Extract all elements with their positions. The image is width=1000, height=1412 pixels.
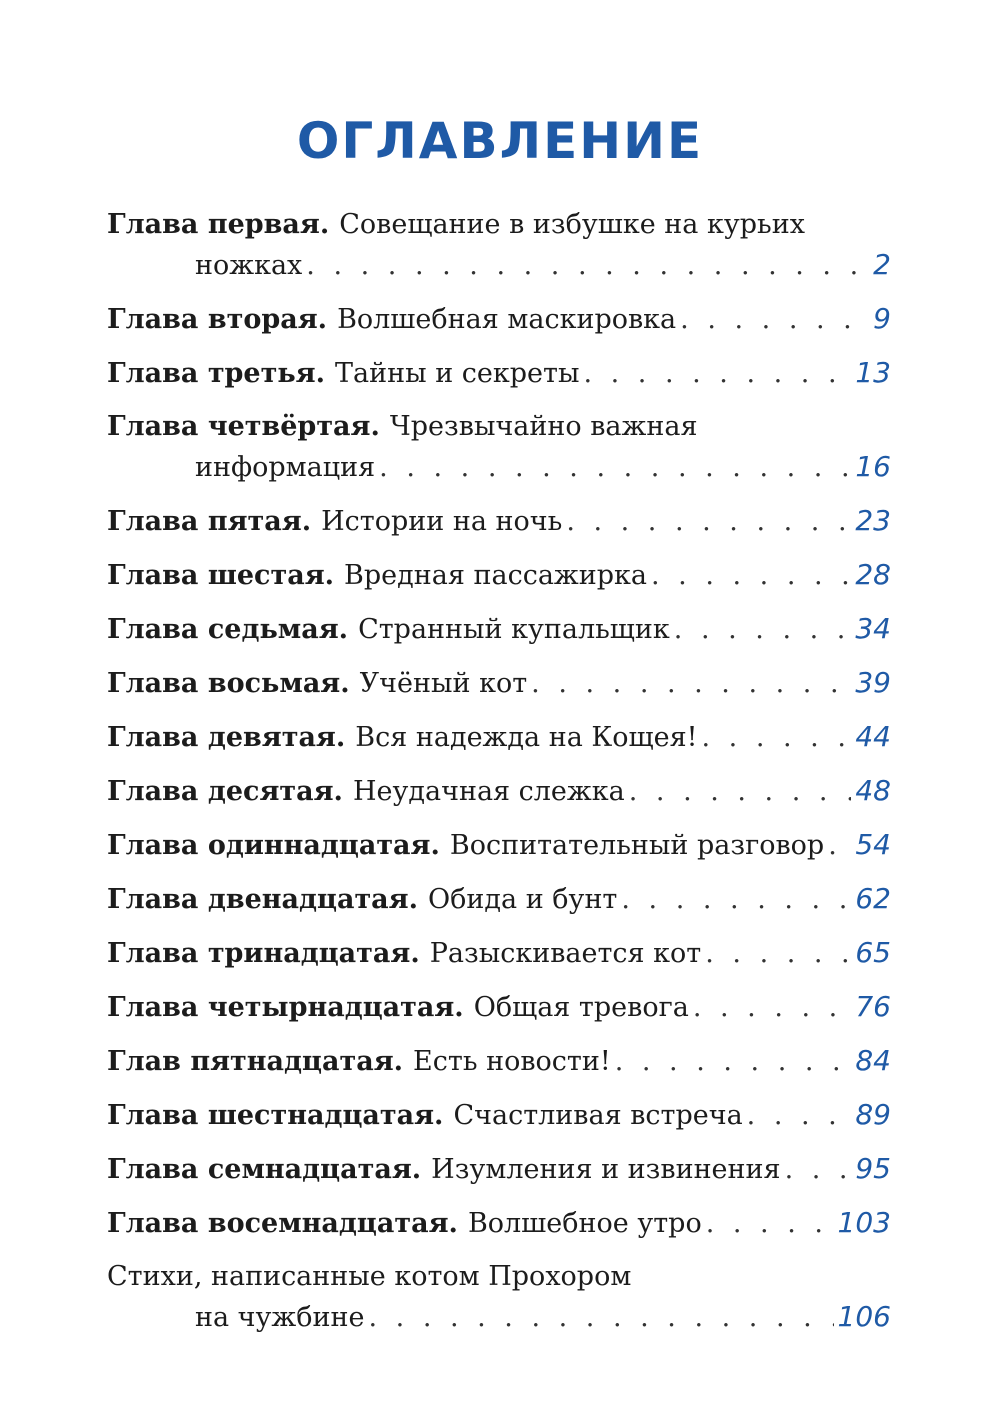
- toc-entry-1[interactable]: [107, 205, 891, 286]
- chapter-label: Глав пятнадцатая.: [107, 1046, 404, 1077]
- chapter-title: Есть новости!: [413, 1046, 611, 1077]
- toc-entry-10[interactable]: [107, 771, 891, 812]
- chapter-label: Глава шестнадцатая.: [107, 1100, 444, 1131]
- chapter-title: Разыскивается кот: [429, 938, 702, 969]
- page-number: 39: [855, 666, 891, 699]
- toc-entry-line: [107, 717, 891, 758]
- toc-entry-14[interactable]: [107, 987, 891, 1028]
- toc-entry-5[interactable]: [107, 501, 891, 542]
- chapter-label: Глава вторая.: [107, 304, 328, 335]
- dot-leader: [651, 556, 851, 596]
- dot-leader: [693, 988, 852, 1028]
- chapter-label: Глава третья.: [107, 358, 326, 389]
- chapter-title: Стихи, написанные котом Прохором: [107, 1261, 632, 1292]
- chapter-title: Воспитательный разговор: [449, 830, 825, 861]
- chapter-title: Изумления и извинения: [431, 1154, 781, 1185]
- toc-entry-line: [107, 933, 891, 974]
- chapter-label: Глава двенадцатая.: [107, 884, 419, 915]
- toc-entry-line: [107, 205, 891, 245]
- dot-leader: [531, 664, 851, 704]
- toc-entry-line: [107, 1257, 891, 1297]
- chapter-title: Учёный кот: [359, 668, 528, 699]
- page-number: 89: [855, 1098, 891, 1131]
- toc-entry-line-continued: [107, 245, 891, 286]
- page-number: 48: [855, 774, 891, 807]
- chapter-label: Глава пятая.: [107, 506, 312, 537]
- dot-leader: [306, 246, 869, 286]
- chapter-label: Глава четвёртая.: [107, 411, 380, 442]
- chapter-label: Глава десятая.: [107, 776, 343, 807]
- table-of-contents: [107, 205, 891, 1338]
- toc-entry-line: [107, 879, 891, 920]
- page-number: 106: [837, 1300, 891, 1333]
- chapter-title-continued: информация: [195, 452, 376, 483]
- toc-entry-line: [107, 663, 891, 704]
- dot-leader: [566, 502, 851, 542]
- toc-entry-line: [107, 353, 891, 394]
- toc-entry-line: [107, 609, 891, 650]
- chapter-title: Обида и бунт: [428, 884, 618, 915]
- page-number: 28: [855, 558, 891, 591]
- dot-leader: [702, 718, 852, 758]
- page-number: 23: [855, 504, 891, 537]
- dot-leader: [615, 1042, 852, 1082]
- page-number: 103: [837, 1206, 891, 1239]
- page-number: 13: [855, 356, 891, 389]
- toc-entry-3[interactable]: [107, 353, 891, 394]
- toc-entry-12[interactable]: [107, 879, 891, 920]
- toc-entry-8[interactable]: [107, 663, 891, 704]
- page-number: 95: [855, 1152, 891, 1185]
- chapter-title: Общая тревога: [473, 992, 689, 1023]
- chapter-label: Глава одиннадцатая.: [107, 830, 440, 861]
- page-number: 44: [855, 720, 891, 753]
- chapter-title: Волшебная маскировка: [337, 304, 677, 335]
- toc-entry-line: [107, 407, 891, 447]
- chapter-title: Тайны и секреты: [335, 358, 580, 389]
- page-number: 76: [855, 990, 891, 1023]
- toc-entry-11[interactable]: [107, 825, 891, 866]
- page-number: 54: [855, 828, 891, 861]
- dot-leader: [379, 448, 851, 488]
- chapter-title: Странный купальщик: [358, 614, 670, 645]
- chapter-label: Глава восьмая.: [107, 668, 350, 699]
- chapter-title: Неудачная слежка: [352, 776, 625, 807]
- toc-entry-line: [107, 555, 891, 596]
- dot-leader: [706, 1204, 834, 1244]
- dot-leader: [629, 772, 852, 812]
- toc-entry-line: [107, 1041, 891, 1082]
- toc-entry-line: [107, 1203, 891, 1244]
- chapter-title: Волшебное утро: [467, 1208, 702, 1239]
- page-number: 34: [855, 612, 891, 645]
- dot-leader: [705, 934, 851, 974]
- page-number: 84: [855, 1044, 891, 1077]
- page-number: 65: [855, 936, 891, 969]
- chapter-label: Глава семнадцатая.: [107, 1154, 422, 1185]
- dot-leader: [368, 1298, 833, 1338]
- chapter-label: Глава четырнадцатая.: [107, 992, 464, 1023]
- toc-entry-17[interactable]: [107, 1149, 891, 1190]
- toc-entry-line-continued: [107, 1297, 891, 1338]
- dot-leader: [680, 300, 869, 340]
- chapter-title: Вся надежда на Кощея!: [355, 722, 698, 753]
- chapter-label: Глава первая.: [107, 209, 330, 240]
- chapter-label: Глава девятая.: [107, 722, 346, 753]
- toc-entry-line: [107, 825, 891, 866]
- dot-leader: [674, 610, 852, 650]
- toc-entry-poems[interactable]: [107, 1257, 891, 1338]
- chapter-label: Глава восемнадцатая.: [107, 1208, 458, 1239]
- page-number: 2: [873, 248, 891, 281]
- dot-leader: [747, 1096, 852, 1136]
- toc-entry-line: [107, 771, 891, 812]
- chapter-title: Совещание в избушке на курьих: [339, 209, 805, 240]
- chapter-title-continued: на чужбине: [195, 1302, 365, 1333]
- chapter-title: Вредная пассажирка: [344, 560, 648, 591]
- toc-entry-line: [107, 1095, 891, 1136]
- toc-entry-13[interactable]: [107, 933, 891, 974]
- toc-entry-line: [107, 1149, 891, 1190]
- dot-leader: [785, 1150, 852, 1190]
- chapter-title: Истории на ночь: [321, 506, 563, 537]
- chapter-label: Глава седьмая.: [107, 614, 349, 645]
- chapter-title: Счастливая встреча: [453, 1100, 743, 1131]
- page-title: ОГЛАВЛЕНИЕ: [296, 112, 704, 170]
- toc-entry-2[interactable]: [107, 299, 891, 340]
- toc-entry-7[interactable]: [107, 609, 891, 650]
- chapter-title: Чрезвычайно важная: [389, 411, 698, 442]
- toc-entry-9[interactable]: [107, 717, 891, 758]
- dot-leader: [583, 354, 851, 394]
- toc-entry-4[interactable]: [107, 407, 891, 488]
- chapter-title-continued: ножках: [195, 250, 303, 281]
- toc-entry-18[interactable]: [107, 1203, 891, 1244]
- toc-entry-6[interactable]: [107, 555, 891, 596]
- chapter-label: Глава шестая.: [107, 560, 335, 591]
- toc-entry-15[interactable]: [107, 1041, 891, 1082]
- toc-entry-line: [107, 987, 891, 1028]
- page-number: 9: [873, 302, 891, 335]
- toc-entry-line: [107, 501, 891, 542]
- toc-entry-line-continued: [107, 447, 891, 488]
- page-number: 16: [855, 450, 891, 483]
- dot-leader: [828, 826, 851, 866]
- toc-entry-16[interactable]: [107, 1095, 891, 1136]
- toc-entry-line: [107, 299, 891, 340]
- chapter-label: Глава тринадцатая.: [107, 938, 420, 969]
- page-number: 62: [855, 882, 891, 915]
- dot-leader: [621, 880, 851, 920]
